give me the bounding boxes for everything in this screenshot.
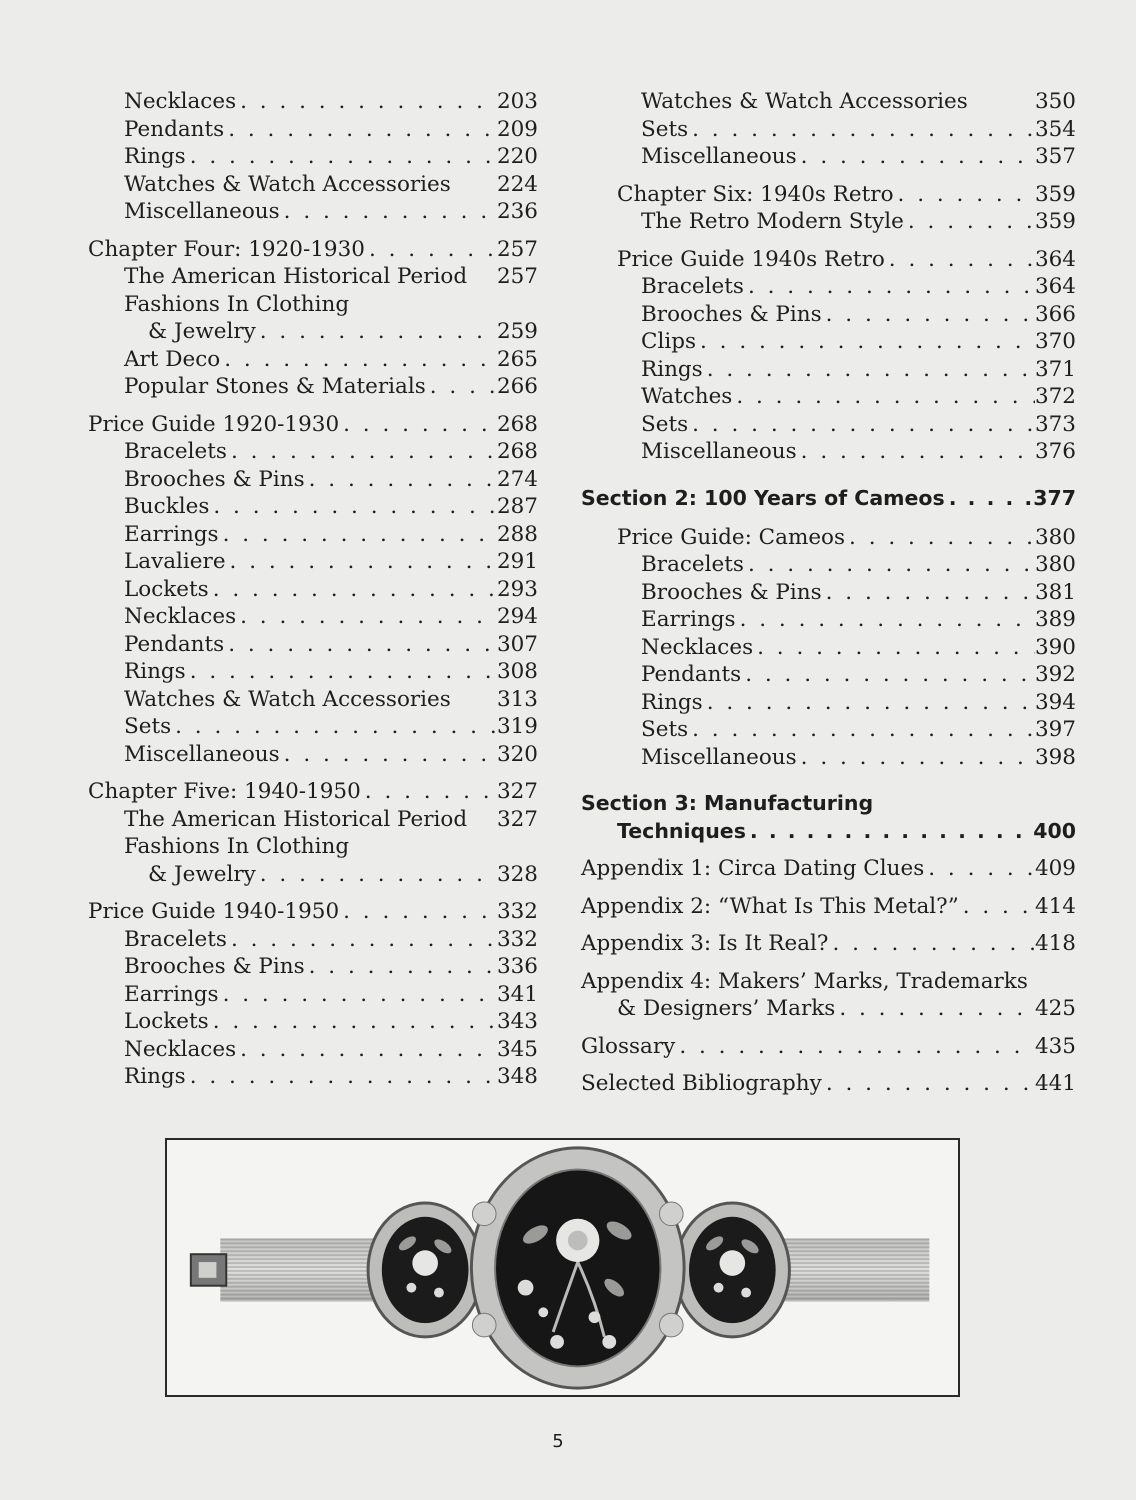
toc-entry <box>88 411 538 439</box>
toc-entry <box>88 548 538 576</box>
toc-entry <box>88 438 538 466</box>
toc-entry-page: 398 <box>1034 744 1076 770</box>
toc-entry <box>581 411 1076 439</box>
toc-entry <box>88 1008 538 1036</box>
toc-group <box>581 524 1076 772</box>
toc-entry <box>88 658 538 686</box>
toc-entry-title: Appendix 4: Makers’ Marks, Trademarks <box>581 968 1028 994</box>
toc-entry <box>581 208 1076 236</box>
toc-entry-page: 343 <box>496 1009 538 1034</box>
toc-entry <box>88 741 538 769</box>
toc-entry-page: 364 <box>1034 274 1076 299</box>
toc-entry-title: Lockets <box>124 576 209 602</box>
toc-entry <box>88 346 538 374</box>
toc-entry-title: Necklaces <box>124 89 237 114</box>
toc-entry <box>88 686 538 714</box>
toc-entry-page: 288 <box>496 521 538 547</box>
toc-group <box>581 968 1076 1023</box>
toc-entry <box>581 995 1076 1023</box>
toc-entry-title: Price Guide 1940-1950 <box>88 899 340 924</box>
toc-entry-title: Miscellaneous <box>641 744 797 770</box>
toc-leader-dots <box>828 930 1035 958</box>
toc-entry <box>581 383 1076 411</box>
toc-entry <box>88 171 538 199</box>
toc-leader-dots <box>227 438 497 466</box>
toc-entry-page: 313 <box>496 686 538 712</box>
toc-entry-title: Brooches & Pins <box>124 954 305 979</box>
toc-entry-title: & Designers’ Marks <box>617 996 836 1021</box>
toc-leader-dots <box>236 603 497 631</box>
toc-leader-dots <box>365 236 497 264</box>
toc-entry-title: & Jewelry <box>148 861 256 887</box>
toc-entry-page: 392 <box>1034 662 1076 687</box>
toc-entry-page: 366 <box>1034 301 1076 327</box>
toc-leader-dots <box>256 318 497 346</box>
toc-entry-title: Watches & Watch Accessories <box>124 686 451 712</box>
toc-leader-dots <box>186 143 497 171</box>
toc-entry-page: 359 <box>1034 181 1076 207</box>
toc-entry <box>581 634 1076 662</box>
toc-entry-page: 220 <box>496 144 538 169</box>
toc-leader-dots <box>845 524 1035 552</box>
toc-leader-dots <box>885 246 1035 274</box>
toc-entry-page: 380 <box>1034 524 1076 550</box>
toc-entry-page: 394 <box>1034 689 1076 715</box>
toc-entry-title: Rings <box>124 1064 186 1089</box>
toc-entry-title: Section 2: 100 Years of Cameos <box>581 485 945 510</box>
toc-group <box>88 898 538 1091</box>
toc-entry-title: The Retro Modern Style <box>641 209 904 234</box>
toc-group <box>581 1033 1076 1061</box>
toc-leader-dots <box>945 484 1033 512</box>
toc-entry-title: Brooches & Pins <box>641 301 822 327</box>
toc-leader-dots <box>959 893 1035 921</box>
toc-entry-page: 364 <box>1034 246 1076 272</box>
toc-leader-dots <box>186 1063 497 1091</box>
toc-entry <box>581 579 1076 607</box>
toc-entry-page: 341 <box>496 981 538 1007</box>
toc-entry-title: Sets <box>641 717 689 742</box>
toc-entry-title: Clips <box>641 329 696 354</box>
toc-entry-page: 389 <box>1034 607 1076 632</box>
toc-entry-page: 435 <box>1034 1033 1076 1059</box>
toc-entry-title: Miscellaneous <box>641 439 797 464</box>
toc-entry-page: 291 <box>496 549 538 574</box>
toc-entry-title: Earrings <box>124 981 219 1007</box>
toc-entry <box>88 236 538 264</box>
toc-entry <box>88 631 538 659</box>
toc-entry-page: 371 <box>1034 356 1076 382</box>
toc-leader-dots <box>171 713 497 741</box>
toc-entry <box>581 438 1076 466</box>
toc-entry-page: 265 <box>496 346 538 372</box>
toc-entry-title: Price Guide 1940s Retro <box>617 246 885 272</box>
toc-entry-page: 376 <box>1034 439 1076 464</box>
toc-group <box>581 789 1076 845</box>
toc-entry <box>88 198 538 226</box>
toc-entry <box>88 603 538 631</box>
toc-entry <box>581 301 1076 329</box>
toc-entry <box>581 551 1076 579</box>
toc-entry <box>88 291 538 319</box>
toc-entry-title: Glossary <box>581 1033 676 1059</box>
toc-entry-title: Price Guide 1920-1930 <box>88 411 340 437</box>
toc-leader-dots <box>226 548 497 576</box>
toc-group <box>88 88 538 226</box>
toc-group <box>581 88 1076 171</box>
toc-leader-dots <box>744 551 1035 579</box>
toc-entry <box>88 318 538 346</box>
toc-leader-dots <box>209 576 497 604</box>
toc-entry-page: 308 <box>496 659 538 684</box>
toc-entry <box>88 953 538 981</box>
toc-entry-title: Pendants <box>124 631 225 657</box>
toc-entry <box>88 373 538 401</box>
toc-entry <box>581 116 1076 144</box>
toc-entry-title: Watches & Watch Accessories <box>124 171 451 197</box>
toc-group <box>88 778 538 888</box>
toc-entry-page: 332 <box>496 899 538 924</box>
toc-leader-dots <box>305 953 497 981</box>
toc-leader-dots <box>280 741 497 769</box>
toc-entry-title: & Jewelry <box>148 319 256 344</box>
toc-entry-page: 390 <box>1034 634 1076 660</box>
toc-entry-title: The American Historical Period <box>124 806 468 832</box>
toc-entry-page: 319 <box>496 714 538 739</box>
toc-entry-page: 203 <box>496 89 538 114</box>
toc-entry-title: Brooches & Pins <box>124 466 305 492</box>
toc-leader-dots <box>797 143 1035 171</box>
toc-entry-title: Rings <box>641 689 703 715</box>
toc-entry-page: 327 <box>496 806 538 832</box>
toc-entry-page: 293 <box>496 576 538 602</box>
toc-entry <box>581 356 1076 384</box>
toc-leader-dots <box>224 116 497 144</box>
toc-entry-page: 327 <box>496 779 538 804</box>
toc-entry-page: 397 <box>1034 717 1076 742</box>
toc-leader-dots <box>835 995 1035 1023</box>
toc-entry-title: Bracelets <box>641 552 744 577</box>
toc-entry-title: Pendants <box>124 116 225 142</box>
toc-entry-page: 268 <box>496 411 538 437</box>
toc-entry-title: Fashions In Clothing <box>124 291 350 317</box>
toc-entry-page: 287 <box>496 494 538 519</box>
toc-leader-dots <box>753 634 1035 662</box>
toc-entry-page: 320 <box>496 741 538 767</box>
toc-entry-title: Watches & Watch Accessories <box>641 89 968 114</box>
toc-entry <box>88 466 538 494</box>
toc-entry-title: Lavaliere <box>124 549 226 574</box>
mosaic-bracelet-icon <box>167 1140 958 1395</box>
toc-entry <box>88 143 538 171</box>
toc-leader-dots <box>822 579 1035 607</box>
toc-entry-title: Art Deco <box>124 346 221 372</box>
toc-entry <box>581 143 1076 171</box>
toc-group <box>88 236 538 401</box>
toc-entry-page: 348 <box>496 1064 538 1089</box>
toc-left-column <box>88 88 538 1101</box>
toc-entry-page: 377 <box>1033 485 1076 510</box>
toc-entry-title: Sets <box>641 116 689 142</box>
toc-entry <box>88 981 538 1009</box>
toc-group <box>581 893 1076 921</box>
toc-entry-page: 294 <box>496 604 538 629</box>
toc-entry <box>581 893 1076 921</box>
toc-entry-page: 332 <box>496 926 538 952</box>
toc-entry-title: Section 3: Manufacturing <box>581 791 874 815</box>
toc-entry <box>581 1033 1076 1061</box>
toc-leader-dots <box>703 356 1035 384</box>
toc-leader-dots <box>741 661 1035 689</box>
toc-entry-page: 380 <box>1034 552 1076 577</box>
toc-group <box>581 246 1076 466</box>
toc-entry-title: Chapter Four: 1920-1930 <box>88 236 365 262</box>
toc-leader-dots <box>688 116 1035 144</box>
toc-leader-dots <box>703 689 1035 717</box>
toc-entry <box>581 88 1076 116</box>
toc-group <box>581 855 1076 883</box>
toc-entry-page: 266 <box>496 374 538 399</box>
toc-entry-title: Selected Bibliography <box>581 1071 822 1096</box>
toc-entry <box>88 778 538 806</box>
toc-section-heading <box>581 817 1076 845</box>
toc-section-heading <box>581 484 1076 512</box>
toc-entry-title: Miscellaneous <box>124 199 280 224</box>
toc-leader-dots <box>894 181 1035 209</box>
toc-leader-dots <box>186 658 497 686</box>
toc-entry-page: 373 <box>1034 411 1076 437</box>
toc-leader-dots <box>736 606 1035 634</box>
toc-leader-dots <box>732 383 1035 411</box>
toc-group <box>581 930 1076 958</box>
toc-entry-page: 381 <box>1034 579 1076 605</box>
toc-entry-page: 354 <box>1034 116 1076 142</box>
toc-entry-title: Brooches & Pins <box>641 579 822 605</box>
toc-entry-page: 418 <box>1034 931 1076 956</box>
toc-leader-dots <box>219 981 497 1009</box>
toc-leader-dots <box>904 208 1035 236</box>
toc-entry <box>581 689 1076 717</box>
toc-entry-title: Miscellaneous <box>124 741 280 767</box>
toc-leader-dots <box>688 411 1035 439</box>
toc-leader-dots <box>696 328 1035 356</box>
toc-entry-title: Sets <box>124 714 172 739</box>
toc-entry <box>581 273 1076 301</box>
toc-group <box>581 484 1076 512</box>
toc-entry <box>581 661 1076 689</box>
toc-entry-title: Appendix 2: “What Is This Metal?” <box>581 893 959 919</box>
toc-entry-title: Necklaces <box>641 634 754 660</box>
toc-entry <box>581 716 1076 744</box>
bracelet-illustration <box>165 1138 960 1397</box>
toc-entry-title: Watches <box>641 384 733 409</box>
toc-entry-page: 224 <box>496 171 538 197</box>
toc-entry <box>88 521 538 549</box>
toc-group <box>581 1070 1076 1098</box>
toc-entry-page: 370 <box>1034 329 1076 354</box>
toc-entry <box>88 88 538 116</box>
toc-entry <box>88 898 538 926</box>
toc-entry <box>88 576 538 604</box>
toc-entry-title: Rings <box>124 144 186 169</box>
toc-entry-title: Sets <box>641 411 689 437</box>
toc-leader-dots <box>797 744 1035 772</box>
toc-section-heading <box>581 789 1076 817</box>
toc-leader-dots <box>822 301 1035 329</box>
toc-leader-dots <box>426 373 497 401</box>
toc-entry-title: Bracelets <box>124 439 227 464</box>
toc-entry <box>88 493 538 521</box>
toc-leader-dots <box>236 88 497 116</box>
toc-entry <box>88 926 538 954</box>
toc-entry <box>581 968 1076 996</box>
toc-entry-page: 257 <box>496 236 538 262</box>
toc-entry <box>581 246 1076 274</box>
toc-entry-title: Appendix 3: Is It Real? <box>581 931 829 956</box>
toc-leader-dots <box>227 926 497 954</box>
toc-entry-title: Buckles <box>124 494 210 519</box>
toc-leader-dots <box>924 855 1035 883</box>
toc-entry-page: 414 <box>1034 893 1076 919</box>
toc-leader-dots <box>280 198 497 226</box>
toc-leader-dots <box>224 631 497 659</box>
toc-entry-page: 274 <box>496 466 538 492</box>
toc-entry-page: 441 <box>1034 1071 1076 1096</box>
toc-entry-title: Chapter Five: 1940-1950 <box>88 779 361 804</box>
toc-entry-title: Earrings <box>124 521 219 547</box>
toc-leader-dots <box>209 1008 497 1036</box>
toc-entry-page: 359 <box>1034 209 1076 234</box>
toc-entry-page: 259 <box>496 319 538 344</box>
toc-leader-dots <box>339 898 497 926</box>
toc-entry <box>581 1070 1076 1098</box>
toc-entry-title: Popular Stones & Materials <box>124 374 426 399</box>
toc-entry <box>581 855 1076 883</box>
toc-leader-dots <box>219 521 497 549</box>
toc-entry-page: 350 <box>1034 89 1076 114</box>
toc-entry <box>88 263 538 291</box>
toc-leader-dots <box>256 861 497 889</box>
toc-entry-page: 236 <box>496 199 538 224</box>
toc-entry-page: 425 <box>1034 996 1076 1021</box>
toc-leader-dots <box>822 1070 1035 1098</box>
toc-entry-title: Miscellaneous <box>641 144 797 169</box>
toc-leader-dots <box>744 273 1035 301</box>
toc-entry-title: Appendix 1: Circa Dating Clues <box>581 856 925 881</box>
toc-entry-title: Pendants <box>641 662 742 687</box>
page-number: 5 <box>552 1431 564 1452</box>
toc-entry-page: 372 <box>1034 384 1076 409</box>
toc-entry-title: Chapter Six: 1940s Retro <box>617 181 894 207</box>
toc-group <box>581 181 1076 236</box>
toc-entry-title: Price Guide: Cameos <box>617 524 846 550</box>
toc-entry <box>88 806 538 834</box>
toc-entry-title: Necklaces <box>124 1036 237 1062</box>
toc-leader-dots <box>675 1033 1035 1061</box>
toc-leader-dots <box>339 411 497 439</box>
toc-entry-page: 257 <box>496 264 538 289</box>
toc-entry <box>581 328 1076 356</box>
toc-group <box>88 411 538 769</box>
toc-entry <box>88 713 538 741</box>
toc-entry-title: Bracelets <box>124 926 227 952</box>
toc-entry-page: 307 <box>496 631 538 657</box>
toc-entry <box>88 116 538 144</box>
toc-entry-page: 345 <box>496 1036 538 1062</box>
toc-leader-dots <box>305 466 497 494</box>
toc-leader-dots <box>746 817 1033 845</box>
toc-entry <box>581 524 1076 552</box>
toc-entry <box>88 861 538 889</box>
toc-entry <box>581 744 1076 772</box>
toc-entry-page: 209 <box>496 116 538 142</box>
toc-entry <box>581 606 1076 634</box>
toc-entry <box>88 1036 538 1064</box>
toc-leader-dots <box>361 778 497 806</box>
toc-entry-title: Lockets <box>124 1009 209 1034</box>
toc-entry-title: The American Historical Period <box>124 264 468 289</box>
toc-entry-page: 268 <box>496 439 538 464</box>
toc-entry <box>88 833 538 861</box>
toc-leader-dots <box>220 346 497 374</box>
toc-entry-title: Bracelets <box>641 274 744 299</box>
toc-entry-page: 409 <box>1034 856 1076 881</box>
toc-right-column <box>581 88 1076 1108</box>
toc-entry <box>581 181 1076 209</box>
toc-entry-title: Earrings <box>641 607 736 632</box>
toc-entry-page: 336 <box>496 954 538 979</box>
toc-leader-dots <box>236 1036 497 1064</box>
toc-leader-dots <box>688 716 1035 744</box>
toc-entry-title: Necklaces <box>124 604 237 629</box>
toc-entry-page: 400 <box>1033 819 1076 843</box>
toc-entry <box>88 1063 538 1091</box>
toc-entry-title: Fashions In Clothing <box>124 834 350 859</box>
toc-leader-dots <box>797 438 1035 466</box>
toc-entry-title: Rings <box>641 356 703 382</box>
toc-entry-page: 357 <box>1034 144 1076 169</box>
toc-entry-page: 328 <box>496 861 538 887</box>
toc-leader-dots <box>209 493 497 521</box>
toc-entry-title: Rings <box>124 659 186 684</box>
toc-entry-title: Techniques <box>617 819 746 843</box>
toc-entry <box>581 930 1076 958</box>
